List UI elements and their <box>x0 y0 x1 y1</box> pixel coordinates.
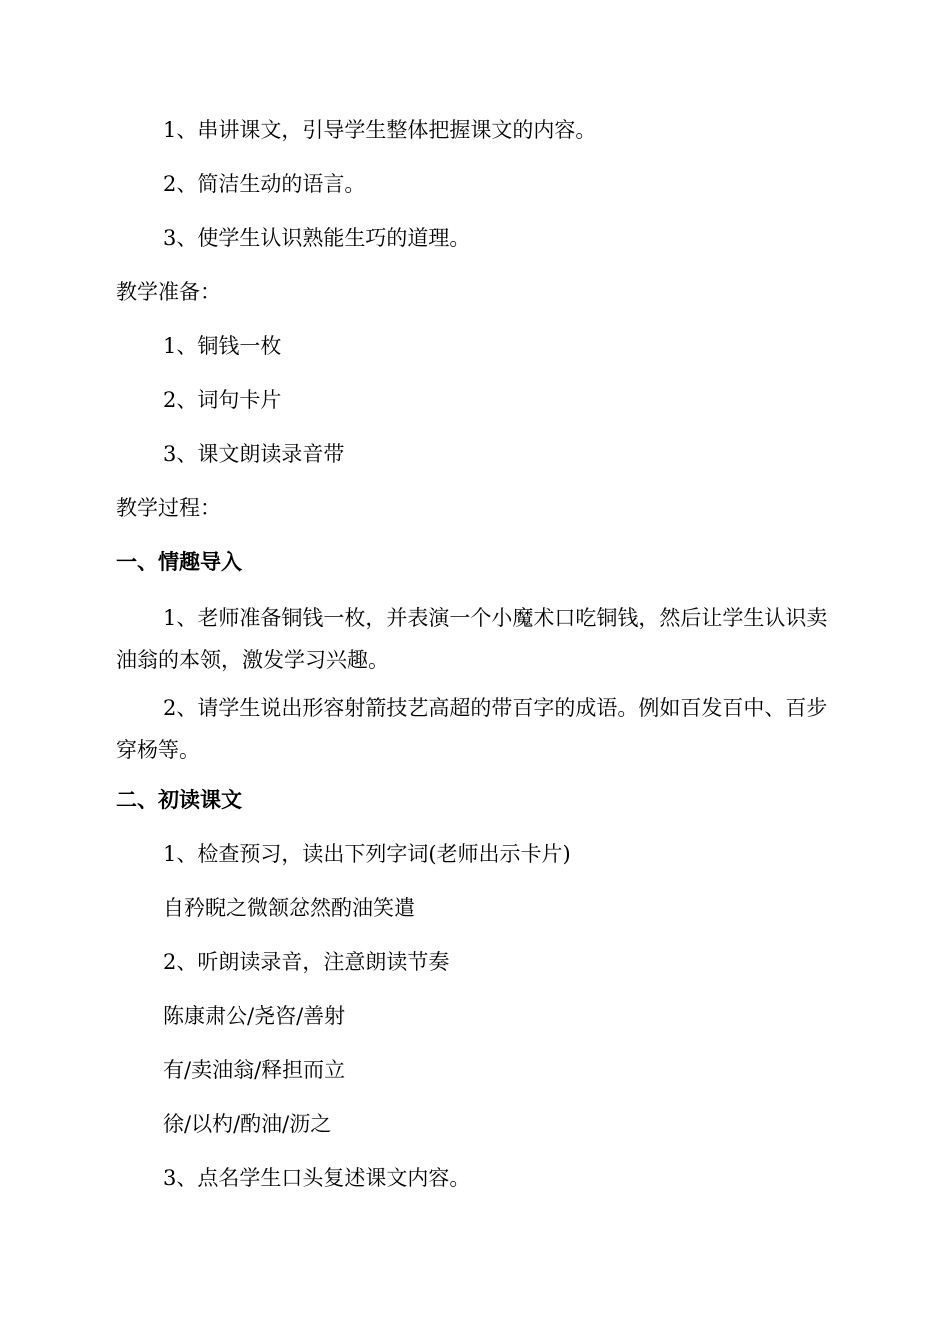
section2-heading: 二、初读课文 <box>116 787 242 812</box>
goal-item-1: 1、串讲课文，引导学生整体把握课文的内容。 <box>163 118 597 142</box>
section2-step-2: 2、听朗读录音，注意朗读节奏 <box>163 950 450 974</box>
prep-item-3: 3、课文朗读录音带 <box>163 442 345 466</box>
rhythm-line-2: 有/卖油翁/释担而立 <box>163 1058 346 1082</box>
prep-heading: 教学准备： <box>116 280 221 304</box>
section1-paragraph-1: 1、老师准备铜钱一枚，并表演一个小魔术口吃铜钱，然后让学生认识卖油翁的本领，激发学习兴趣。 <box>116 606 828 672</box>
process-heading: 教学过程： <box>116 496 221 520</box>
rhythm-line-1: 陈康肃公/尧咨/善射 <box>163 1004 346 1028</box>
prep-item-1: 1、铜钱一枚 <box>163 334 282 358</box>
section1-paragraph-2: 2、请学生说出形容射箭技艺高超的带百字的成语。例如百发百中、百步穿杨等。 <box>116 696 828 762</box>
rhythm-line-3: 徐/以杓/酌油/沥之 <box>163 1112 332 1136</box>
section1-heading: 一、情趣导入 <box>116 549 242 574</box>
goal-item-3: 3、使学生认识熟能生巧的道理。 <box>163 226 471 250</box>
section2-step-1: 1、检查预习，读出下列字词(老师出示卡片) <box>163 842 571 866</box>
vocabulary-words: 自矜睨之微颔忿然酌油笑遣 <box>163 896 415 920</box>
goal-item-2: 2、简洁生动的语言。 <box>163 172 366 196</box>
section2-step-3: 3、点名学生口头复述课文内容。 <box>163 1166 471 1190</box>
prep-item-2: 2、词句卡片 <box>163 388 282 412</box>
